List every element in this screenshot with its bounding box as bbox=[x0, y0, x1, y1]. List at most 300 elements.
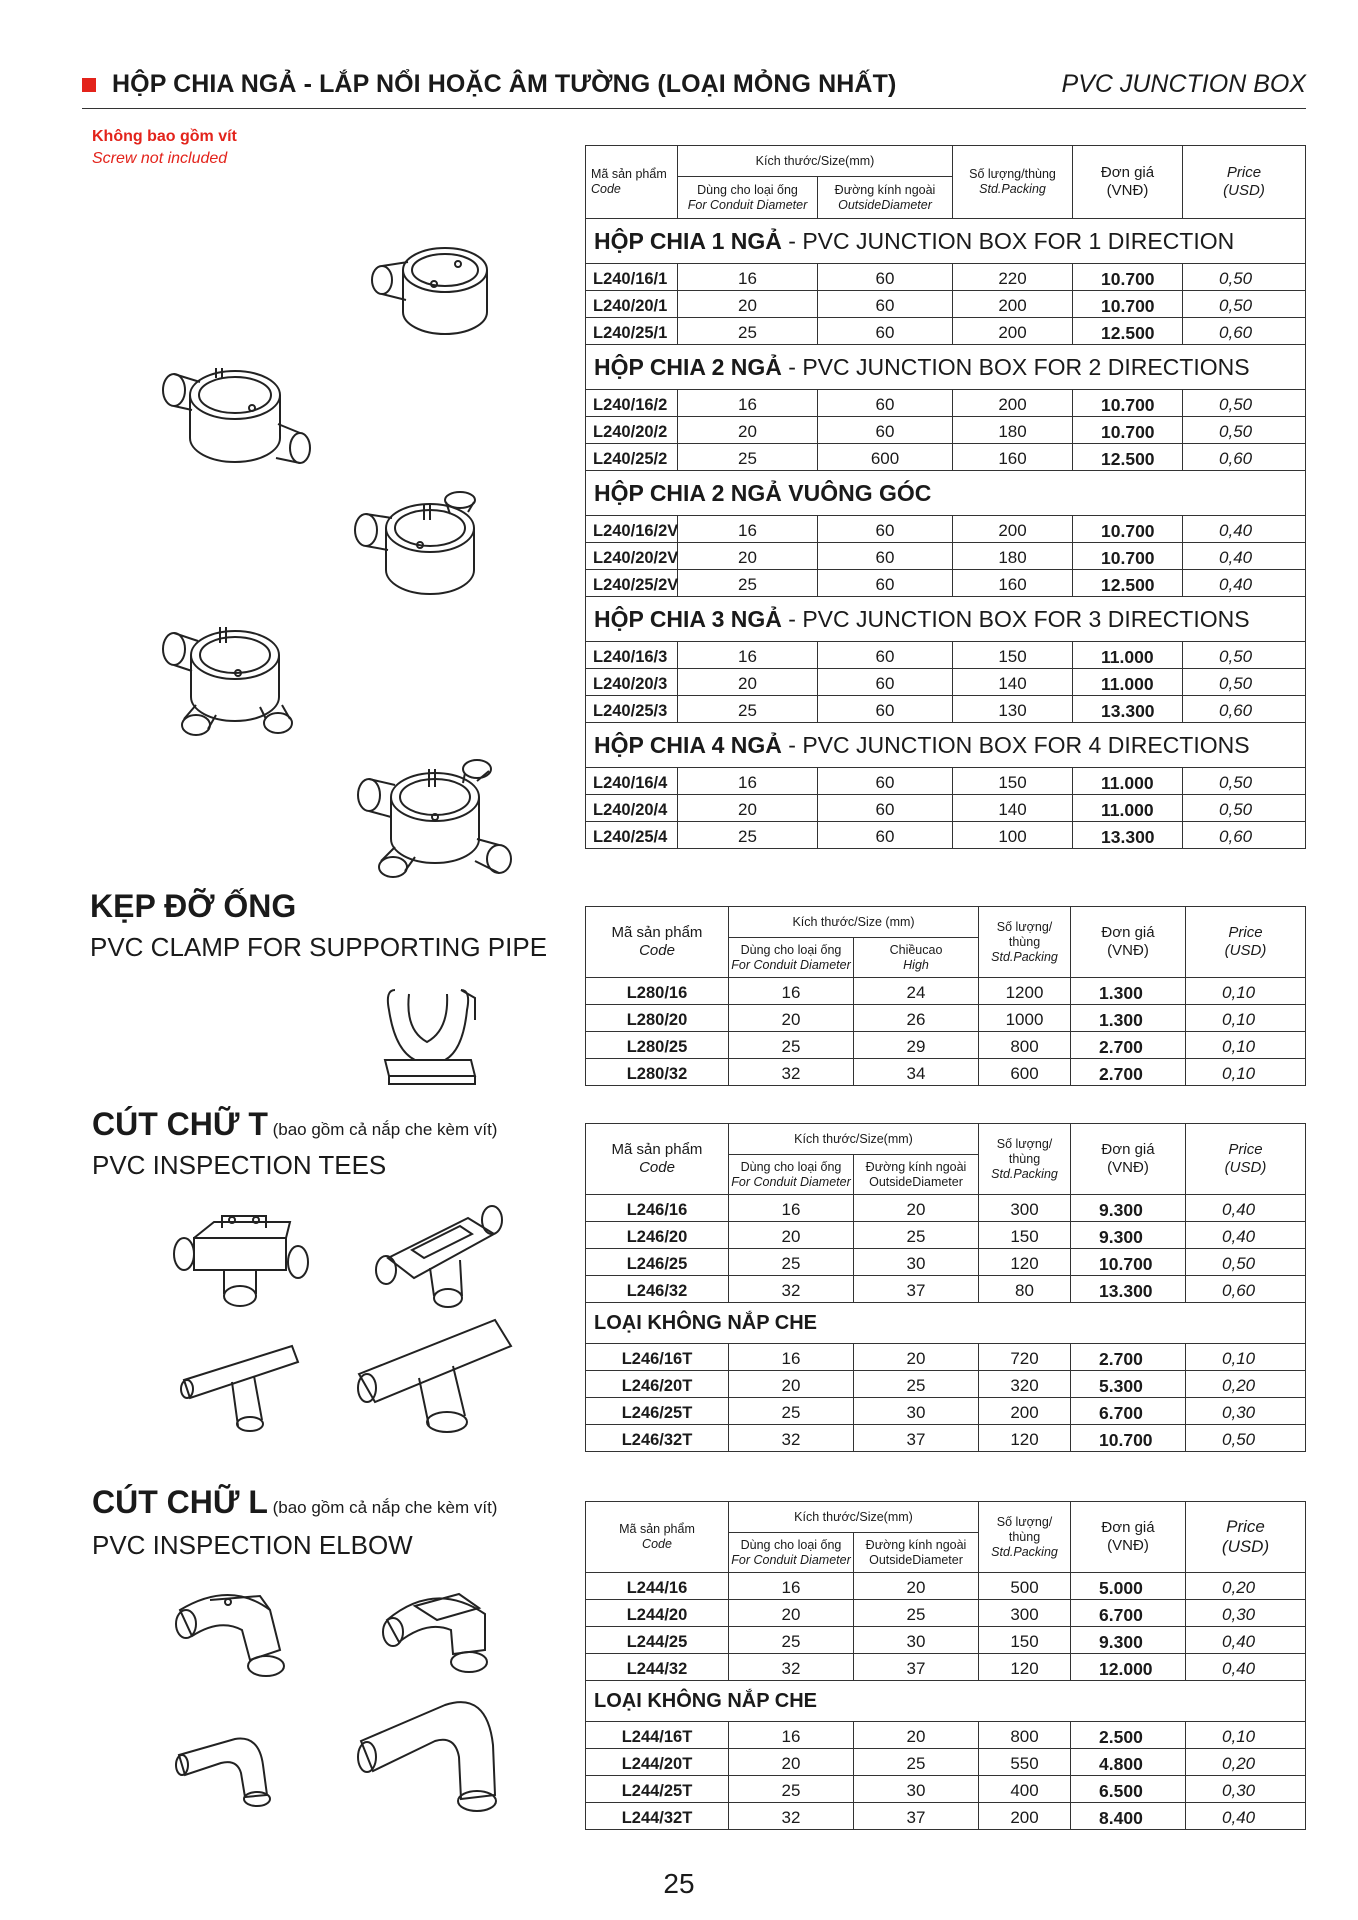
subsection-title: LOẠI KHÔNG NẮP CHE bbox=[586, 1303, 1306, 1344]
subsection-header-row bbox=[586, 1681, 1306, 1722]
section-header-row bbox=[586, 723, 1306, 768]
cell-conduit: 25 bbox=[678, 570, 818, 597]
cell-code: L240/20/2V bbox=[586, 543, 678, 570]
junction-box-table bbox=[585, 145, 1306, 849]
inspection-elbow-image-2 bbox=[355, 1695, 515, 1825]
cell-conduit: 25 bbox=[729, 1249, 854, 1276]
col-packing-en: Std.Packing bbox=[979, 182, 1046, 196]
cell-code: L240/16/2V bbox=[586, 516, 678, 543]
cell-conduit: 20 bbox=[729, 1749, 854, 1776]
cell-size2: 30 bbox=[854, 1627, 979, 1654]
cell-price-usd: 0,20 bbox=[1186, 1573, 1306, 1600]
cell-size2: 60 bbox=[818, 795, 953, 822]
cell-size2: 25 bbox=[854, 1222, 979, 1249]
cell-packing: 150 bbox=[979, 1222, 1071, 1249]
cell-size2: 60 bbox=[818, 822, 953, 849]
col-usd-vi: Price bbox=[1228, 1141, 1263, 1158]
cell-packing: 120 bbox=[979, 1654, 1071, 1681]
col-code bbox=[586, 146, 678, 219]
cell-size2: 20 bbox=[854, 1195, 979, 1222]
cell-code: L244/16T bbox=[586, 1722, 729, 1749]
cell-price-usd: 0,40 bbox=[1186, 1654, 1306, 1681]
cell-code: L246/25T bbox=[586, 1398, 729, 1425]
col-high-en: High bbox=[903, 957, 929, 972]
col-vnd bbox=[1071, 1124, 1186, 1195]
cell-code: L280/20 bbox=[586, 1005, 729, 1032]
cell-size2: 60 bbox=[818, 318, 953, 345]
cell-price-vnd: 1.300 bbox=[1071, 1005, 1186, 1032]
cell-price-vnd: 12.500 bbox=[1073, 444, 1183, 471]
cell-size2: 30 bbox=[854, 1249, 979, 1276]
table-row bbox=[586, 1371, 1306, 1398]
cell-size2: 60 bbox=[818, 570, 953, 597]
cell-packing: 550 bbox=[979, 1749, 1071, 1776]
cell-packing: 130 bbox=[953, 696, 1073, 723]
col-packing bbox=[979, 1502, 1071, 1573]
cell-price-vnd: 13.300 bbox=[1073, 822, 1183, 849]
cell-packing: 800 bbox=[979, 1032, 1071, 1059]
section-title bbox=[586, 471, 1306, 516]
cell-price-usd: 0,10 bbox=[1186, 1722, 1306, 1749]
cell-price-vnd: 5.300 bbox=[1071, 1371, 1186, 1398]
cell-price-vnd: 12.500 bbox=[1073, 318, 1183, 345]
col-packing-vi: Số lượng/ bbox=[996, 1514, 1053, 1529]
cell-price-usd: 0,60 bbox=[1186, 1276, 1306, 1303]
col-size: Kích thước/Size(mm) bbox=[729, 1502, 979, 1533]
col-code-en: Code bbox=[591, 182, 621, 196]
col-outside bbox=[818, 177, 953, 219]
junction-box-3way-image bbox=[160, 615, 310, 745]
cell-price-vnd: 9.300 bbox=[1071, 1195, 1186, 1222]
cell-price-vnd: 11.000 bbox=[1073, 768, 1183, 795]
table-row bbox=[586, 1425, 1306, 1452]
col-size: Kích thước/Size(mm) bbox=[729, 1124, 979, 1155]
col-usd-vi: Price bbox=[1228, 924, 1263, 941]
screw-note-vi: Không bao gồm vít bbox=[92, 128, 237, 145]
col-size: Kích thước/Size (mm) bbox=[729, 907, 979, 938]
cell-price-usd: 0,10 bbox=[1186, 1005, 1306, 1032]
section-title bbox=[586, 345, 1306, 390]
cell-packing: 160 bbox=[953, 444, 1073, 471]
cell-price-usd: 0,50 bbox=[1186, 1249, 1306, 1276]
col-packing bbox=[979, 1124, 1071, 1195]
table-row bbox=[586, 1573, 1306, 1600]
col-usd-vi: Price bbox=[1226, 1516, 1265, 1536]
cell-conduit: 20 bbox=[729, 1005, 854, 1032]
cell-code: L240/25/2V bbox=[586, 570, 678, 597]
col-packing-vi: Số lượng/ bbox=[996, 919, 1053, 934]
header-divider bbox=[82, 108, 1306, 109]
section-header-row bbox=[586, 597, 1306, 642]
cell-price-usd: 0,60 bbox=[1183, 444, 1306, 471]
table-row bbox=[586, 696, 1306, 723]
cell-price-usd: 0,10 bbox=[1186, 1032, 1306, 1059]
section-title-vi: HỘP CHIA 2 NGẢ VUÔNG GÓC bbox=[594, 480, 932, 506]
cell-conduit: 32 bbox=[729, 1803, 854, 1830]
cell-code: L240/16/2 bbox=[586, 390, 678, 417]
col-conduit-vi: Dùng cho loại ống bbox=[697, 182, 798, 197]
table-row bbox=[586, 1600, 1306, 1627]
cell-price-vnd: 8.400 bbox=[1071, 1803, 1186, 1830]
cell-size2: 60 bbox=[818, 390, 953, 417]
cell-conduit: 20 bbox=[678, 543, 818, 570]
tees-title-note: (bao gồm cả nắp che kèm vít) bbox=[267, 1120, 498, 1139]
cell-size2: 60 bbox=[818, 669, 953, 696]
table-row bbox=[586, 642, 1306, 669]
cell-code: L240/16/3 bbox=[586, 642, 678, 669]
cell-size2: 26 bbox=[854, 1005, 979, 1032]
cell-conduit: 25 bbox=[729, 1398, 854, 1425]
cell-price-vnd: 13.300 bbox=[1071, 1276, 1186, 1303]
col-vnd-vi: Đơn giá bbox=[1101, 1141, 1155, 1158]
col-packing bbox=[953, 146, 1073, 219]
table-row bbox=[586, 1803, 1306, 1830]
elbow-table bbox=[585, 1501, 1306, 1830]
table-row bbox=[586, 1627, 1306, 1654]
inspection-elbow-cover-image-1 bbox=[170, 1580, 300, 1690]
cell-packing: 1200 bbox=[979, 978, 1071, 1005]
cell-code: L240/25/4 bbox=[586, 822, 678, 849]
cell-price-usd: 0,50 bbox=[1186, 1425, 1306, 1452]
cell-size2: 60 bbox=[818, 696, 953, 723]
inspection-elbow-cover-image-2 bbox=[375, 1580, 505, 1690]
table-row bbox=[586, 1722, 1306, 1749]
cell-conduit: 16 bbox=[678, 390, 818, 417]
page-category: PVC JUNCTION BOX bbox=[1061, 70, 1306, 98]
cell-price-vnd: 10.700 bbox=[1073, 543, 1183, 570]
cell-code: L240/20/2 bbox=[586, 417, 678, 444]
cell-code: L246/20T bbox=[586, 1371, 729, 1398]
cell-conduit: 20 bbox=[678, 417, 818, 444]
cell-code: L244/20T bbox=[586, 1749, 729, 1776]
cell-price-vnd: 4.800 bbox=[1071, 1749, 1186, 1776]
section-title-en: - PVC JUNCTION BOX FOR 3 DIRECTIONS bbox=[781, 606, 1250, 632]
junction-box-4way-image bbox=[355, 755, 515, 885]
col-usd bbox=[1186, 1124, 1306, 1195]
cell-conduit: 25 bbox=[678, 444, 818, 471]
cell-code: L244/16 bbox=[586, 1573, 729, 1600]
col-packing-en: Std.Packing bbox=[991, 949, 1058, 964]
table-row bbox=[586, 1222, 1306, 1249]
cell-conduit: 25 bbox=[729, 1032, 854, 1059]
cell-price-vnd: 6.700 bbox=[1071, 1600, 1186, 1627]
cell-conduit: 16 bbox=[678, 264, 818, 291]
col-usd-en: (USD) bbox=[1224, 942, 1267, 959]
col-usd-en: (USD) bbox=[1221, 1537, 1270, 1556]
cell-packing: 100 bbox=[953, 822, 1073, 849]
cell-packing: 400 bbox=[979, 1776, 1071, 1803]
cell-packing: 720 bbox=[979, 1344, 1071, 1371]
cell-code: L246/20 bbox=[586, 1222, 729, 1249]
col-vnd-en: (VNĐ) bbox=[1107, 942, 1149, 959]
cell-size2: 20 bbox=[854, 1722, 979, 1749]
table-row bbox=[586, 1195, 1306, 1222]
tees-title-main: CÚT CHỮ T bbox=[92, 1106, 268, 1142]
col-code-en: Code bbox=[642, 1537, 672, 1551]
cell-packing: 150 bbox=[953, 768, 1073, 795]
col-conduit bbox=[729, 938, 854, 978]
section-title bbox=[586, 723, 1306, 768]
cell-packing: 150 bbox=[979, 1627, 1071, 1654]
cell-price-vnd: 12.000 bbox=[1071, 1654, 1186, 1681]
cell-packing: 160 bbox=[953, 570, 1073, 597]
cell-size2: 37 bbox=[854, 1425, 979, 1452]
cell-price-usd: 0,10 bbox=[1186, 1059, 1306, 1086]
cell-conduit: 16 bbox=[678, 768, 818, 795]
section-title-vi: HỘP CHIA 1 NGẢ bbox=[594, 228, 782, 254]
cell-price-vnd: 10.700 bbox=[1073, 390, 1183, 417]
cell-price-vnd: 10.700 bbox=[1071, 1425, 1186, 1452]
elbow-title-note: (bao gồm cả nắp che kèm vít) bbox=[267, 1498, 498, 1517]
col-code-vi: Mã sản phẩm bbox=[611, 924, 703, 941]
cell-size2: 60 bbox=[818, 543, 953, 570]
cell-size2: 25 bbox=[854, 1600, 979, 1627]
section-header-row bbox=[586, 345, 1306, 390]
cell-size2: 60 bbox=[818, 768, 953, 795]
cell-code: L240/25/2 bbox=[586, 444, 678, 471]
cell-price-usd: 0,30 bbox=[1186, 1776, 1306, 1803]
col-outside-vi: Đường kính ngoài bbox=[865, 1159, 967, 1174]
col-vnd bbox=[1071, 1502, 1186, 1573]
cell-price-usd: 0,60 bbox=[1183, 318, 1306, 345]
section-header-row bbox=[586, 219, 1306, 264]
cell-packing: 200 bbox=[953, 390, 1073, 417]
cell-code: L280/32 bbox=[586, 1059, 729, 1086]
section-title-en: - PVC JUNCTION BOX FOR 4 DIRECTIONS bbox=[781, 732, 1250, 758]
clamp-table bbox=[585, 906, 1306, 1086]
cell-packing: 600 bbox=[979, 1059, 1071, 1086]
col-code-vi: Mã sản phẩm bbox=[591, 167, 667, 181]
col-conduit-vi: Dùng cho loại ống bbox=[740, 1159, 842, 1174]
col-code-en: Code bbox=[639, 942, 675, 959]
col-usd-en: (USD) bbox=[1223, 182, 1265, 199]
cell-code: L246/16T bbox=[586, 1344, 729, 1371]
cell-price-usd: 0,50 bbox=[1183, 291, 1306, 318]
section-title bbox=[586, 219, 1306, 264]
col-usd bbox=[1186, 1502, 1306, 1573]
cell-price-vnd: 10.700 bbox=[1073, 516, 1183, 543]
col-packing-en: Std.Packing bbox=[991, 1544, 1058, 1559]
table-row bbox=[586, 570, 1306, 597]
cell-conduit: 25 bbox=[678, 696, 818, 723]
col-code-en: Code bbox=[639, 1159, 675, 1176]
col-vnd-vi: Đơn giá bbox=[1101, 1519, 1155, 1536]
cell-code: L244/32T bbox=[586, 1803, 729, 1830]
cell-packing: 500 bbox=[979, 1573, 1071, 1600]
inspection-elbow-image-1 bbox=[175, 1725, 295, 1815]
page-number: 25 bbox=[663, 1868, 695, 1899]
cell-price-usd: 0,60 bbox=[1183, 696, 1306, 723]
cell-packing: 800 bbox=[979, 1722, 1071, 1749]
cell-conduit: 16 bbox=[729, 1573, 854, 1600]
cell-packing: 120 bbox=[979, 1249, 1071, 1276]
cell-conduit: 20 bbox=[729, 1222, 854, 1249]
cell-code: L240/25/1 bbox=[586, 318, 678, 345]
col-conduit bbox=[729, 1155, 854, 1195]
col-packing-vi: Số lượng/ bbox=[996, 1136, 1053, 1151]
col-packing-en: Std.Packing bbox=[991, 1166, 1058, 1181]
junction-box-1way-image bbox=[370, 240, 500, 350]
elbow-title-main: CÚT CHỮ L bbox=[92, 1484, 268, 1520]
cell-packing: 200 bbox=[979, 1398, 1071, 1425]
table-row bbox=[586, 1059, 1306, 1086]
table-row bbox=[586, 291, 1306, 318]
table-row bbox=[586, 1776, 1306, 1803]
cell-conduit: 20 bbox=[678, 795, 818, 822]
tees-table bbox=[585, 1123, 1306, 1452]
cell-price-usd: 0,30 bbox=[1186, 1600, 1306, 1627]
inspection-tee-image-2 bbox=[355, 1310, 515, 1440]
cell-packing: 220 bbox=[953, 264, 1073, 291]
page-title: HỘP CHIA NGẢ - LẮP NỔI HOẶC ÂM TƯỜNG (LOẠI MỎNG NHẤT) bbox=[112, 70, 897, 98]
table-row bbox=[586, 1398, 1306, 1425]
cell-packing: 300 bbox=[979, 1195, 1071, 1222]
cell-price-usd: 0,50 bbox=[1183, 417, 1306, 444]
cell-code: L240/20/1 bbox=[586, 291, 678, 318]
cell-price-usd: 0,50 bbox=[1183, 795, 1306, 822]
elbow-title bbox=[92, 1484, 497, 1521]
cell-conduit: 32 bbox=[729, 1276, 854, 1303]
col-vnd-vi: Đơn giá bbox=[1101, 924, 1155, 941]
tees-subtitle: PVC INSPECTION TEES bbox=[92, 1150, 387, 1180]
table-row bbox=[586, 543, 1306, 570]
col-conduit-en: For Conduit Diameter bbox=[731, 1174, 851, 1189]
cell-price-vnd: 13.300 bbox=[1073, 696, 1183, 723]
table-row bbox=[586, 768, 1306, 795]
col-vnd-en: (VNĐ) bbox=[1106, 182, 1149, 199]
pipe-clamp-image bbox=[375, 980, 485, 1090]
cell-price-usd: 0,20 bbox=[1186, 1371, 1306, 1398]
cell-code: L240/20/3 bbox=[586, 669, 678, 696]
table-row bbox=[586, 444, 1306, 471]
cell-price-vnd: 5.000 bbox=[1071, 1573, 1186, 1600]
cell-size2: 20 bbox=[854, 1573, 979, 1600]
cell-size2: 60 bbox=[818, 516, 953, 543]
cell-packing: 200 bbox=[979, 1803, 1071, 1830]
cell-price-usd: 0,20 bbox=[1186, 1749, 1306, 1776]
col-packing bbox=[979, 907, 1071, 978]
cell-price-usd: 0,40 bbox=[1186, 1627, 1306, 1654]
table-row bbox=[586, 795, 1306, 822]
cell-price-vnd: 10.700 bbox=[1073, 417, 1183, 444]
cell-price-vnd: 2.700 bbox=[1071, 1344, 1186, 1371]
table-row bbox=[586, 978, 1306, 1005]
cell-code: L246/25 bbox=[586, 1249, 729, 1276]
cell-conduit: 16 bbox=[678, 516, 818, 543]
cell-code: L246/32 bbox=[586, 1276, 729, 1303]
cell-code: L244/25T bbox=[586, 1776, 729, 1803]
col-vnd-en: (VNĐ) bbox=[1107, 1159, 1149, 1176]
clamp-title: KẸP ĐỠ ỐNG bbox=[90, 888, 297, 924]
section-title-vi: HỘP CHIA 2 NGẢ bbox=[594, 354, 782, 380]
cell-packing: 1000 bbox=[979, 1005, 1071, 1032]
section-title bbox=[586, 597, 1306, 642]
section-title-vi: HỘP CHIA 3 NGẢ bbox=[594, 606, 782, 632]
cell-size2: 60 bbox=[818, 642, 953, 669]
cell-size2: 29 bbox=[854, 1032, 979, 1059]
cell-price-usd: 0,10 bbox=[1186, 978, 1306, 1005]
col-outside-en: OutsideDiameter bbox=[869, 1552, 963, 1567]
cell-price-usd: 0,40 bbox=[1186, 1803, 1306, 1830]
cell-packing: 200 bbox=[953, 516, 1073, 543]
table-row bbox=[586, 318, 1306, 345]
inspection-tee-cover-image-2 bbox=[368, 1198, 508, 1308]
cell-price-vnd: 9.300 bbox=[1071, 1627, 1186, 1654]
cell-size2: 30 bbox=[854, 1776, 979, 1803]
table-row bbox=[586, 417, 1306, 444]
col-vnd-vi: Đơn giá bbox=[1100, 164, 1155, 181]
cell-code: L240/16/4 bbox=[586, 768, 678, 795]
cell-size2: 25 bbox=[854, 1749, 979, 1776]
cell-conduit: 25 bbox=[729, 1627, 854, 1654]
col-packing-vi2: thùng bbox=[1008, 1529, 1041, 1544]
cell-packing: 80 bbox=[979, 1276, 1071, 1303]
cell-conduit: 20 bbox=[678, 291, 818, 318]
cell-code: L244/25 bbox=[586, 1627, 729, 1654]
tees-title bbox=[92, 1106, 497, 1143]
col-usd-en: (USD) bbox=[1224, 1159, 1267, 1176]
cell-code: L240/16/1 bbox=[586, 264, 678, 291]
table-row bbox=[586, 264, 1306, 291]
cell-price-usd: 0,40 bbox=[1183, 570, 1306, 597]
section-header-row bbox=[586, 471, 1306, 516]
cell-price-vnd: 2.700 bbox=[1071, 1032, 1186, 1059]
cell-price-vnd: 10.700 bbox=[1071, 1249, 1186, 1276]
cell-price-vnd: 1.300 bbox=[1071, 978, 1186, 1005]
cell-packing: 200 bbox=[953, 291, 1073, 318]
table-row bbox=[586, 822, 1306, 849]
col-outside-en: OutsideDiameter bbox=[838, 197, 932, 212]
cell-size2: 24 bbox=[854, 978, 979, 1005]
col-conduit-vi: Dùng cho loại ống bbox=[740, 1537, 842, 1552]
col-outside bbox=[854, 1533, 979, 1573]
col-conduit-en: For Conduit Diameter bbox=[731, 957, 851, 972]
screw-note-en: Screw not included bbox=[92, 150, 228, 167]
cell-size2: 34 bbox=[854, 1059, 979, 1086]
col-outside-en: OutsideDiameter bbox=[869, 1174, 963, 1189]
col-high bbox=[854, 938, 979, 978]
cell-conduit: 20 bbox=[729, 1600, 854, 1627]
subsection-title: LOẠI KHÔNG NẮP CHE bbox=[586, 1681, 1306, 1722]
table-row bbox=[586, 516, 1306, 543]
cell-packing: 140 bbox=[953, 795, 1073, 822]
cell-price-usd: 0,10 bbox=[1186, 1344, 1306, 1371]
col-packing-vi2: thùng bbox=[1008, 934, 1041, 949]
col-code bbox=[586, 1502, 729, 1573]
cell-conduit: 32 bbox=[729, 1059, 854, 1086]
cell-price-vnd: 6.700 bbox=[1071, 1398, 1186, 1425]
col-conduit-en: For Conduit Diameter bbox=[731, 1552, 851, 1567]
col-usd-vi: Price bbox=[1226, 164, 1262, 181]
cell-conduit: 32 bbox=[729, 1425, 854, 1452]
col-code-vi: Mã sản phẩm bbox=[611, 1141, 703, 1158]
cell-packing: 180 bbox=[953, 417, 1073, 444]
inspection-tee-cover-image-1 bbox=[170, 1200, 310, 1310]
cell-price-vnd: 11.000 bbox=[1073, 642, 1183, 669]
cell-price-usd: 0,50 bbox=[1183, 390, 1306, 417]
cell-packing: 120 bbox=[979, 1425, 1071, 1452]
col-vnd bbox=[1071, 907, 1186, 978]
cell-size2: 37 bbox=[854, 1654, 979, 1681]
col-packing-vi2: thùng bbox=[1008, 1151, 1041, 1166]
cell-price-vnd: 2.500 bbox=[1071, 1722, 1186, 1749]
section-title-vi: HỘP CHIA 4 NGẢ bbox=[594, 732, 782, 758]
col-vnd bbox=[1073, 146, 1183, 219]
subsection-header-row bbox=[586, 1303, 1306, 1344]
cell-code: L280/25 bbox=[586, 1032, 729, 1059]
cell-price-usd: 0,40 bbox=[1183, 516, 1306, 543]
cell-price-vnd: 6.500 bbox=[1071, 1776, 1186, 1803]
